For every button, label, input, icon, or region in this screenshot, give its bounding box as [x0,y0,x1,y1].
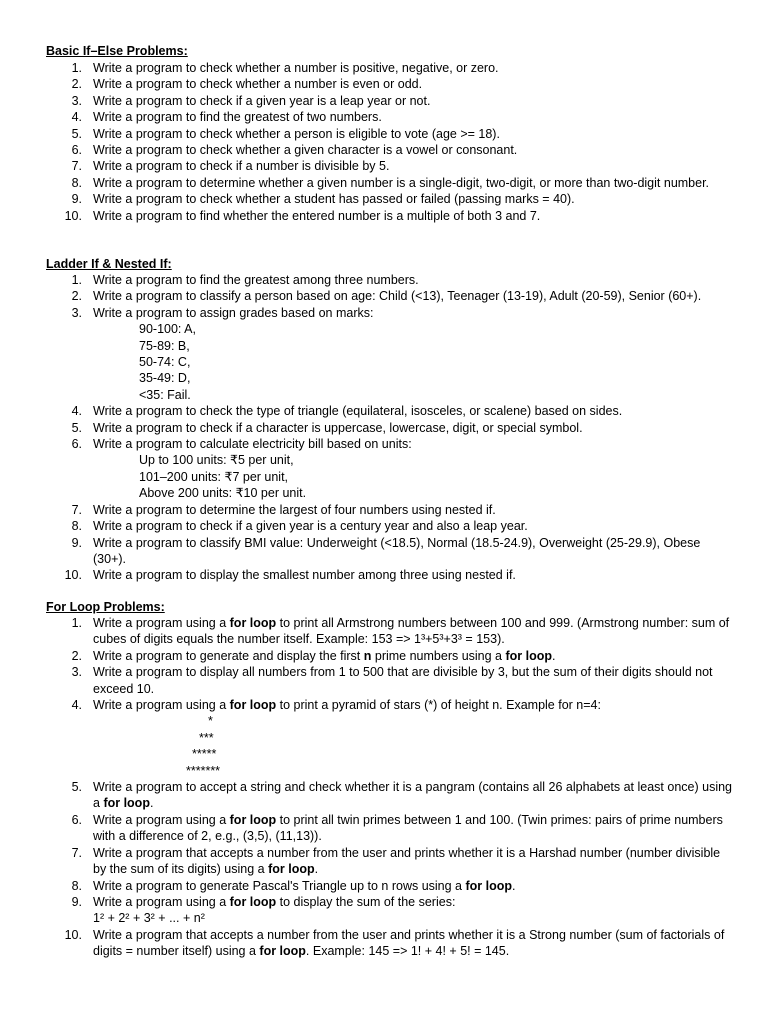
item-text: Write a program to check whether a number is positive, negative, or zero. [93,61,499,75]
problem-item [0,502,733,518]
bold-keyword: for loop [103,796,150,811]
problem-item [0,567,733,583]
item-text: Write a program that accepts a number from the user and prints whether it is a Harshad number (number divisible by the sum of its digits) using a for loop. [93,845,721,877]
sub-line: 35-49: D, [139,371,191,386]
sub-line: 1² + 2² + 3² + ... + n² [93,911,205,926]
bold-keyword: for loop [268,862,315,877]
bold-keyword: for loop [505,648,552,663]
problem-item [0,60,733,76]
item-text: Write a program to find the greatest among three numbers. [93,273,419,287]
item-number: 10. [64,927,82,942]
sub-line: Above 200 units: ₹10 per unit. [139,486,307,501]
item-text: Write a program to determine whether a given number is a single-digit, two-digit, or more than two-digit number. [93,175,710,190]
sub-line: 75-89: B, [139,338,190,353]
problem-item [0,894,733,927]
section-heading-basic-if-else: Basic If–Else Problems: [46,44,188,58]
item-number: 2. [71,77,82,92]
bold-keyword: for loop [229,812,277,827]
problem-item [0,615,733,648]
item-text: Write a program using a for loop to print all twin primes between 1 and 100. (Twin primes: pairs of prime numbers with a difference of 2, e.g., (3,5), (11,13)). [93,812,723,844]
item-text: Write a program to calculate electricity bill based on units: [93,437,412,452]
sub-line: 90-100: A, [139,322,196,337]
problem-item [0,126,733,142]
item-text: Write a program to determine the largest of four numbers using nested if. [93,502,496,517]
problem-item [0,420,733,436]
bold-keyword: for loop [229,894,277,909]
problem-item [0,436,733,502]
problem-item [0,697,733,779]
problem-item [0,845,733,878]
item-text: Write a program to display the smallest number among three using nested if. [93,568,516,583]
item-text: Write a program to check if a given year is a century year and also a leap year. [93,519,528,534]
item-number: 6. [71,812,82,827]
item-number: 4. [71,404,82,419]
item-text: Write a program using a for loop to print all Armstrong numbers between 100 and 999. (Armstrong number: sum of cubes of digits equals the number itself. Example: 153 => 1³+5³+3³ = 153). [93,616,730,647]
item-number: 9. [71,894,82,909]
item-text: Write a program to find whether the entered number is a multiple of both 3 and 7. [93,208,541,223]
bold-keyword: for loop [465,878,513,893]
item-text: Write a program to classify a person based on age: Child (<13), Teenager (13-19), Adult (20-59), Senior (60+). [93,289,702,304]
section-heading-for-loop: For Loop Problems: [46,600,165,614]
problem-item [0,175,733,191]
sub-line: 50-74: C, [139,355,191,370]
item-number: 3. [71,93,82,108]
item-number: 6. [71,143,82,158]
item-text: Write a program to classify BMI value: Underweight (<18.5), Normal (18.5-24.9), Overweight (25-29.9), Obese (30+). [93,535,701,566]
item-number: 10. [64,208,82,223]
item-number: 4. [71,110,82,125]
problem-item [0,109,733,125]
pyramid-row: ***** [192,747,217,762]
problem-item [0,927,733,960]
item-text: Write a program to find the greatest of two numbers. [93,110,382,125]
problem-item [0,272,733,288]
item-number: 5. [71,126,82,141]
problem-item [0,518,733,534]
item-number: 7. [71,502,82,517]
problem-item [0,878,733,894]
item-number: 9. [71,192,82,207]
ladder-nested-if-list [0,272,768,584]
problem-item [0,76,733,92]
item-text: Write a program to check whether a student has passed or failed (passing marks = 40). [93,192,575,207]
item-number: 5. [71,420,82,435]
sub-line: Up to 100 units: ₹5 per unit, [139,453,294,468]
item-text: Write a program using a for loop to print a pyramid of stars (*) of height n. Example for n=4: [93,698,601,713]
item-number: 2. [71,289,82,304]
item-text: Write a program to check whether a number is even or odd. [93,77,423,92]
item-number: 8. [71,878,82,893]
problem-item [0,142,733,158]
pyramid-row: *** [199,730,214,745]
problem-item [0,664,733,697]
basic-if-else-list [0,60,768,224]
item-text: Write a program to check the type of triangle (equilateral, isosceles, or scalene) based on sides. [93,404,623,419]
bold-keyword: for loop [229,698,277,713]
item-number: 1. [71,273,82,287]
item-number: 1. [71,61,82,75]
bold-keyword: n [363,648,372,663]
item-text: Write a program to display all numbers from 1 to 500 that are divisible by 3, but the sum of their digits should not exceed 10. [93,665,713,696]
bold-keyword: for loop [229,616,277,630]
problem-item [0,535,733,568]
pyramid-row: * [208,714,213,729]
item-text: Write a program to check whether a given character is a vowel or consonant. [93,143,518,158]
item-number: 7. [71,845,82,860]
problem-item [0,305,733,403]
item-text: Write a program to check if a given year is a leap year or not. [93,93,431,108]
item-text: Write a program to assign grades based on marks: [93,305,374,320]
problem-item [0,191,733,207]
item-number: 8. [71,519,82,534]
item-text: Write a program to generate Pascal's Triangle up to n rows using a for loop. [93,878,516,893]
item-number: 9. [71,535,82,550]
item-number: 8. [71,175,82,190]
problem-item [0,779,733,812]
pyramid-row: ******* [186,763,221,778]
item-number: 6. [71,437,82,452]
item-text: Write a program using a for loop to display the sum of the series: [93,894,456,909]
item-number: 4. [71,698,82,713]
problem-item [0,288,733,304]
item-text: Write a program to generate and display the first n prime numbers using a for loop. [93,648,556,663]
item-text: Write a program to check if a character is uppercase, lowercase, digit, or special symbol. [93,420,583,435]
item-number: 3. [71,305,82,320]
item-text: Write a program to check if a number is divisible by 5. [93,159,390,174]
item-text: Write a program to accept a string and check whether it is a pangram (contains all 26 alphabets at least once) using a for loop. [93,780,733,811]
problem-item [0,158,733,174]
sub-line: 101–200 units: ₹7 per unit, [139,469,289,484]
sub-line: <35: Fail. [139,387,191,402]
item-number: 2. [71,648,82,663]
problem-item [0,93,733,109]
section-heading-ladder-nested-if: Ladder If & Nested If: [46,257,172,271]
item-number: 5. [71,780,82,795]
bold-keyword: for loop [259,944,306,959]
problem-item [0,403,733,419]
item-number: 3. [71,665,82,680]
item-number: 1. [71,616,82,630]
problem-item [0,648,733,664]
item-text: Write a program to check whether a person is eligible to vote (age >= 18). [93,126,500,141]
problem-item [0,812,733,845]
item-text: Write a program that accepts a number from the user and prints whether it is a Strong number (sum of factorials of digits = number itself) using a for loop. Example: 145 => 1! + 4! + 5! = 145. [93,927,725,959]
item-number: 10. [64,568,82,583]
item-number: 7. [71,159,82,174]
for-loop-list [0,615,768,960]
problem-item [0,208,733,224]
